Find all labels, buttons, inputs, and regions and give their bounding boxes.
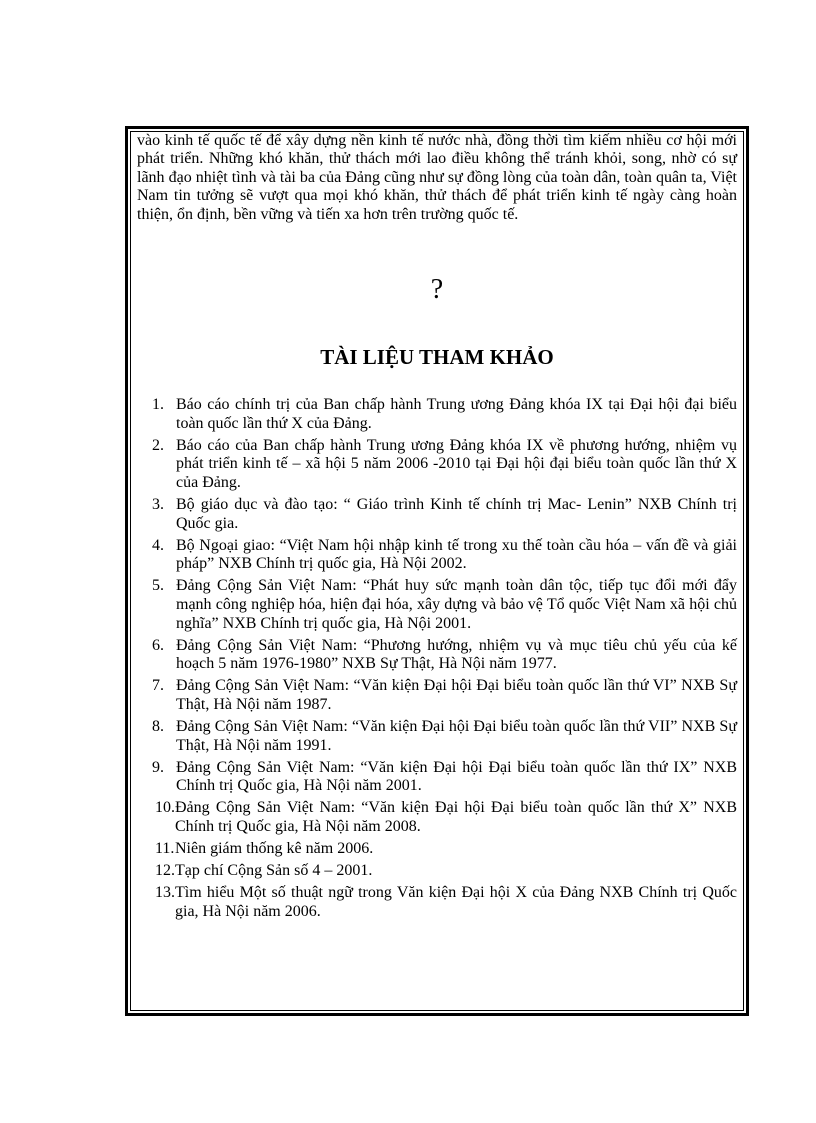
reference-list xyxy=(137,396,737,921)
reference-item xyxy=(137,577,737,633)
reference-number: 5. xyxy=(152,577,164,595)
reference-number: 1. xyxy=(152,396,164,414)
reference-text: Đảng Cộng Sản Việt Nam: “Văn kiện Đại hội Đại biểu toàn quốc lần thứ VI” NXB Sự Thật, Hà Nội năm 1987. xyxy=(176,677,737,713)
reference-item xyxy=(137,396,737,433)
reference-item xyxy=(137,799,737,836)
reference-number: 7. xyxy=(152,677,164,695)
reference-number: 12. xyxy=(155,862,175,880)
page-border xyxy=(125,126,749,1016)
reference-number: 4. xyxy=(152,536,164,554)
reference-text: Bộ giáo dục và đào tạo: “ Giáo trình Kinh tế chính trị Mac- Lenin” NXB Chính trị Quốc gia. xyxy=(176,496,737,532)
reference-text: Tạp chí Cộng Sản số 4 – 2001. xyxy=(175,862,373,880)
reference-number: 9. xyxy=(152,758,164,776)
reference-number: 2. xyxy=(152,436,164,454)
reference-text: Báo cáo của Ban chấp hành Trung ương Đảng khóa IX về phương hướng, nhiệm vụ phát triển kinh tế – xã hội 5 năm 2006 -2010 tại Đại hội đại biểu toàn quốc lần thứ X của Đảng. xyxy=(176,436,737,491)
reference-text: Báo cáo chính trị của Ban chấp hành Trung ương Đảng khóa IX tại Đại hội đại biểu toàn quốc lần thứ X của Đảng. xyxy=(176,396,737,432)
intro-paragraph: vào kinh tế quốc tế để xây dựng nền kinh tế nước nhà, đồng thời tìm kiếm nhiều cơ hội mới phát triển. Những khó khăn, thử thách mới lao điều không thể tránh khỏi, song, nhờ có sự lãnh đạo nhiệt tình và tài ba của Đảng cũng như sự đồng lòng của toàn dân, toàn quân ta, Việt Nam tin tưởng sẽ vượt qua mọi khó khăn, thử thách để phát triển kinh tế ngày càng hoàn thiện, ổn định, bền vững và tiến xa hơn trên trường quốc tế. xyxy=(137,132,737,223)
reference-number: 8. xyxy=(152,718,164,736)
reference-text: Niên giám thống kê năm 2006. xyxy=(175,840,374,858)
reference-number: 10. xyxy=(155,799,175,817)
reference-text: Bộ Ngoại giao: “Việt Nam hội nhập kinh tế trong xu thế toàn cầu hóa – vấn đề và giải pháp” NXB Chính trị quốc gia, Hà Nội 2002. xyxy=(176,536,737,573)
reference-number: 6. xyxy=(152,636,164,654)
reference-number: 11. xyxy=(155,840,175,858)
reference-text: Đảng Cộng Sản Việt Nam: “Phương hướng, nhiệm vụ và mục tiêu chủ yếu của kế hoạch 5 năm 1976-1980” NXB Sự Thật, Hà Nội năm 1977. xyxy=(176,636,737,673)
section-title: TÀI LIỆU THAM KHẢO xyxy=(320,345,554,370)
reference-number: 13. xyxy=(155,884,175,902)
reference-item xyxy=(137,496,737,533)
reference-text: Đảng Cộng Sản Việt Nam: “Phát huy sức mạnh toàn dân tộc, tiếp tục đổi mới đẩy mạnh công nghiệp hóa, hiện đại hóa, xây dựng và bảo vệ Tổ quốc Việt Nam xã hội chủ nghĩa” NXB Chính trị quốc gia, Hà Nội 2001. xyxy=(176,577,737,632)
reference-text: Đảng Cộng Sản Việt Nam: “Văn kiện Đại hội Đại biểu toàn quốc lần thứ VII” NXB Sự Thật, Hà Nội năm 1991. xyxy=(176,718,737,754)
reference-item xyxy=(137,759,737,796)
reference-item xyxy=(137,677,737,714)
reference-text: Tìm hiểu Một số thuật ngữ trong Văn kiện Đại hội X của Đảng NXB Chính trị Quốc gia, Hà Nội năm 2006. xyxy=(175,884,737,920)
reference-item xyxy=(137,537,737,574)
reference-item xyxy=(137,718,737,755)
reference-item xyxy=(137,437,737,493)
symbol-mark: ? xyxy=(430,274,444,306)
reference-item xyxy=(137,862,737,881)
reference-item xyxy=(137,884,737,921)
reference-text: Đảng Cộng Sản Việt Nam: “Văn kiện Đại hội Đại biểu toàn quốc lần thứ IX” NXB Chính trị Quốc gia, Hà Nội năm 2001. xyxy=(176,758,737,795)
reference-number: 3. xyxy=(152,496,164,513)
reference-item xyxy=(137,840,737,859)
reference-text: Đảng Cộng Sản Việt Nam: “Văn kiện Đại hội Đại biểu toàn quốc lần thứ X” NXB Chính trị Quốc gia, Hà Nội năm 2008. xyxy=(175,799,737,835)
reference-item xyxy=(137,637,737,674)
page-content xyxy=(137,132,737,925)
